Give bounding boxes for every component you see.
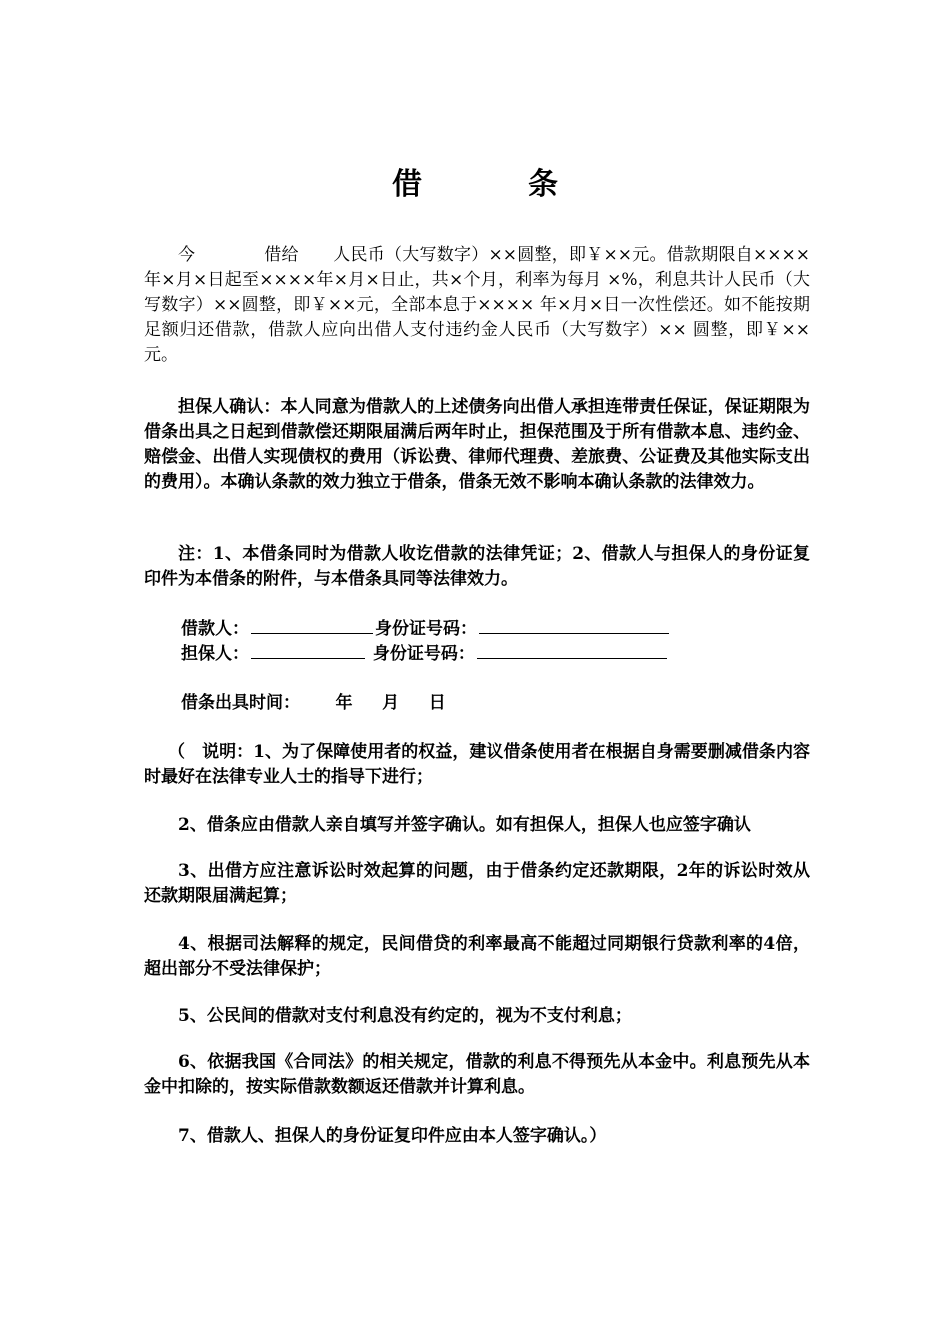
note-paragraph: 注：1、本借条同时为借款人收讫借款的法律凭证；2、借款人与担保人的身份证复印件为本借条的附件，与本借条具同等法律效力。 <box>144 544 810 589</box>
issue-day: 日 <box>428 693 446 713</box>
issue-month: 月 <box>382 693 400 713</box>
guarantor-signature-row <box>181 642 669 665</box>
loan-terms-paragraph: 今 借给 人民币（大写数字）××圆整，即￥××元。借款期限自×××× 年×月×日起至××××年×月×日止，共×个月，利率为每月 ×%，利息共计人民币（大写数字）××圆整，即￥××元，全部本息于×××× 年×月×日一次性偿还。如不能按期足额归还借款，借款人应向出借人支付违约金人民币（大写数字）×× 圆整，即￥×× 元。 <box>144 245 810 365</box>
instruction-4: 4、根据司法解释的规定，民间借贷的利率最高不能超过同期银行贷款利率的4倍，超出部分不受法律保护； <box>144 934 810 979</box>
issue-date-row <box>181 692 446 714</box>
guarantor-name-blank[interactable] <box>251 642 365 659</box>
borrower-name-blank[interactable] <box>251 617 373 634</box>
guarantor-confirmation-paragraph: 担保人确认：本人同意为借款人的上述债务向出借人承担连带责任保证，保证期限为借条出具之日起到借款偿还期限届满后两年时止，担保范围及于所有借款本息、违约金、赔偿金、出借人实现债权的费用（诉讼费、律师代理费、差旅费、公证费及其他实际支出的费用）。本确认条款的效力独立于借条，借条无效不影响本确认条款的法律效力。 <box>144 397 810 492</box>
instruction-2: 2、借条应由借款人亲自填写并签字确认。如有担保人，担保人也应签字确认 <box>178 815 751 835</box>
borrower-label: 借款人： <box>181 619 249 639</box>
guarantor-id-label: 身份证号码： <box>372 644 475 664</box>
issue-date-label: 借条出具时间： <box>181 693 300 713</box>
guarantor-label: 担保人： <box>181 644 249 664</box>
instruction-6: 6、依据我国《合同法》的相关规定，借款的利息不得预先从本金中。利息预先从本金中扣除的，按实际借款数额返还借款并计算利息。 <box>144 1052 810 1097</box>
borrower-id-label: 身份证号码： <box>375 619 477 639</box>
instruction-3: 3、出借方应注意诉讼时效起算的问题，由于借条约定还款期限，2年的诉讼时效从还款期限届满起算； <box>144 861 810 906</box>
instruction-7: 7、借款人、担保人的身份证复印件应由本人签字确认。） <box>178 1126 607 1146</box>
instruction-1: （ 说明：1、为了保障使用者的权益，建议借条使用者在根据自身需要删减借条内容时最好在法律专业人士的指导下进行； <box>144 742 810 787</box>
issue-year: 年 <box>335 693 353 713</box>
borrower-id-blank[interactable] <box>479 617 669 634</box>
document-title: 借 条 <box>392 167 596 202</box>
borrower-signature-row <box>181 617 671 640</box>
instruction-5: 5、公民间的借款对支付利息没有约定的，视为不支付利息； <box>178 1006 632 1026</box>
guarantor-id-blank[interactable] <box>477 642 667 659</box>
